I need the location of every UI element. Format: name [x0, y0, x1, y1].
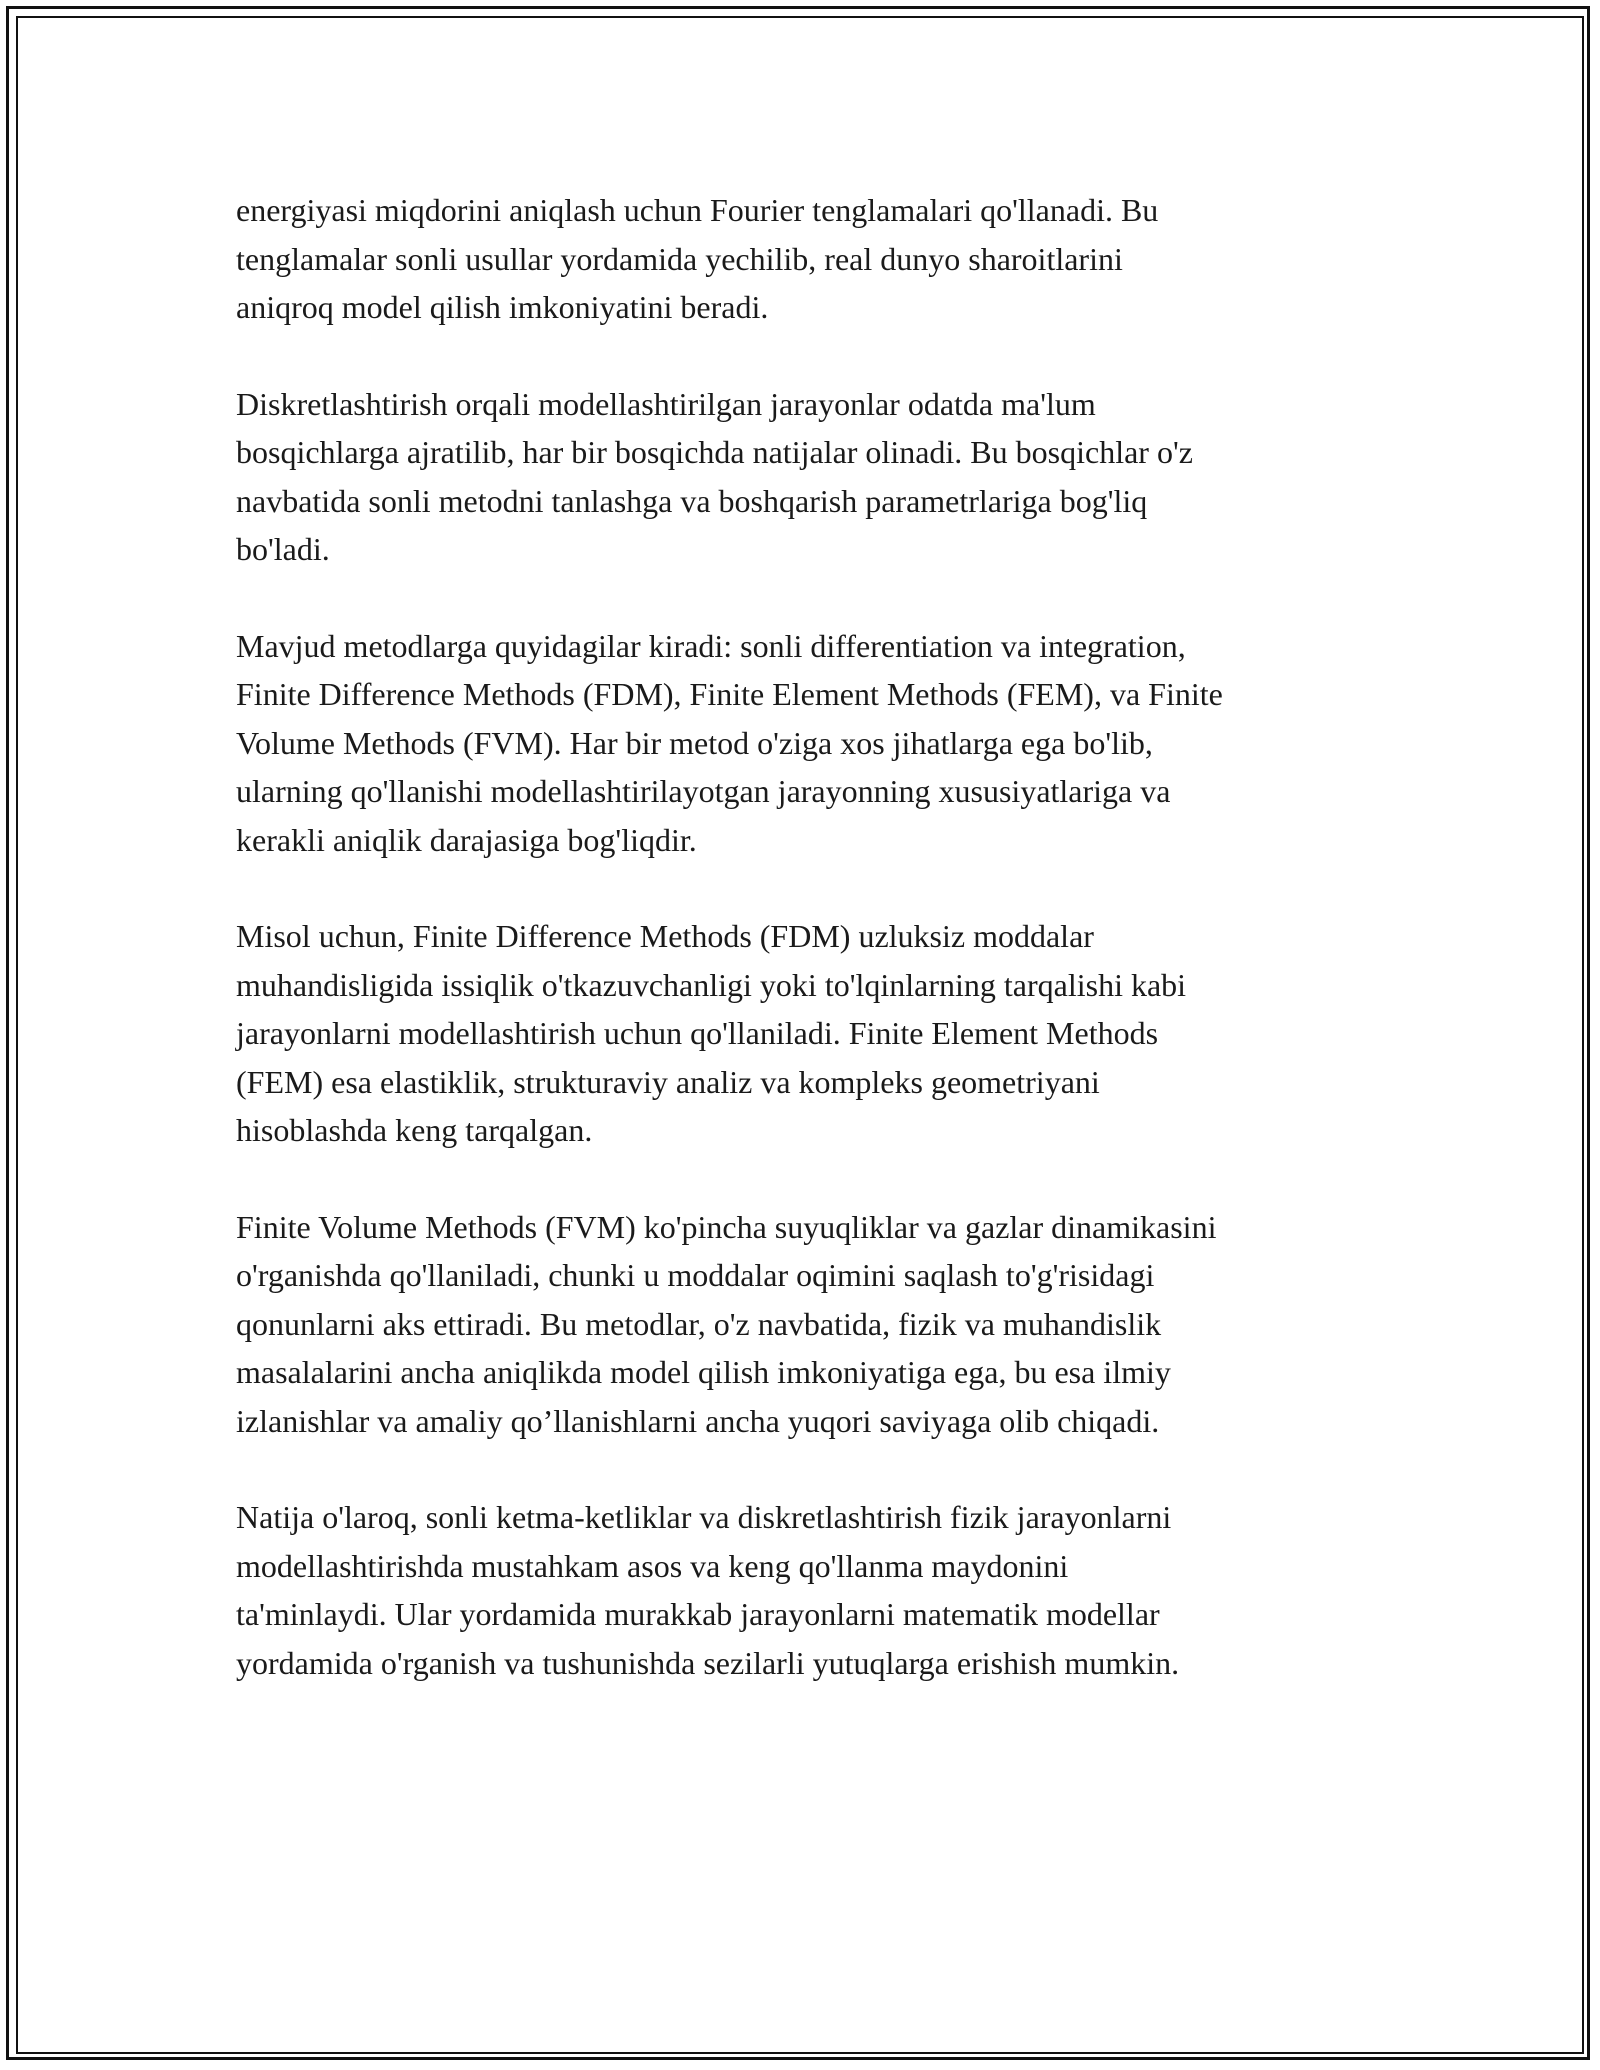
paragraph-2 [236, 380, 1386, 574]
text-line: kerakli aniqlik darajasiga bog'liqdir. [236, 821, 697, 858]
text-line: navbatida sonli metodni tanlashga va boshqarish parametrlariga bog'liq [236, 482, 1148, 519]
text-line: o'rganishda qo'llaniladi, chunki u moddalar oqimini saqlash to'g'risidagi [236, 1257, 1155, 1293]
text-line: Misol uchun, Finite Difference Methods (FDM) uzluksiz moddalar [236, 918, 1094, 954]
text-line: ularning qo'llanishi modellashtirilayotgan jarayonning xususiyatlariga va [236, 773, 1171, 809]
text-line: modellashtirishda mustahkam asos va keng qo'llanma maydonini [236, 1547, 1069, 1584]
text-line: muhandisligida issiqlik o'tkazuvchanligi yoki to'lqinlarning tarqalishi kabi [236, 966, 1187, 1003]
text-line: yordamida o'rganish va tushunishda sezilarli yutuqlarga erishish mumkin. [236, 1644, 1180, 1681]
text-line: tenglamalar sonli usullar yordamida yechilib, real dunyo sharoitlarini [236, 240, 1123, 277]
text-line: jarayonlarni modellashtirish uchun qo'llaniladi. Finite Element Methods [236, 1015, 1159, 1051]
paragraph-4 [236, 912, 1386, 1155]
paragraph-3 [236, 622, 1386, 865]
text-line: hisoblashda keng tarqalgan. [236, 1112, 593, 1148]
text-line: Natija o'laroq, sonli ketma-ketliklar va diskretlashtirish fizik jarayonlarni [236, 1499, 1172, 1535]
text-line: (FEM) esa elastiklik, strukturaviy analiz va kompleks geometriyani [236, 1063, 1100, 1100]
text-line: masalalarini ancha aniqlikda model qilish imkoniyatiga ega, bu esa ilmiy [236, 1354, 1171, 1390]
text-line: Volume Methods (FVM). Har bir metod o'ziga xos jihatlarga ega bo'lib, [236, 724, 1153, 761]
text-line: aniqroq model qilish imkoniyatini beradi. [236, 289, 769, 325]
text-line: Diskretlashtirish orqali modellashtirilgan jarayonlar odatda ma'lum [236, 385, 1096, 422]
text-line: bo'ladi. [236, 531, 330, 567]
paragraph-6 [236, 1493, 1386, 1687]
paragraph-1 [236, 186, 1386, 332]
text-line: energiyasi miqdorini aniqlash uchun Fourier tenglamalari qo'llanadi. Bu [236, 192, 1159, 228]
text-line: bosqichlarga ajratilib, har bir bosqichda natijalar olinadi. Bu bosqichlar o'z [236, 434, 1193, 470]
text-line: qonunlarni aks ettiradi. Bu metodlar, o'z navbatida, fizik va muhandislik [236, 1305, 1162, 1342]
document-body [236, 186, 1386, 1735]
text-line: Finite Volume Methods (FVM) ko'pincha suyuqliklar va gazlar dinamikasini [236, 1208, 1217, 1245]
paragraph-5 [236, 1203, 1386, 1446]
text-line: ta'minlaydi. Ular yordamida murakkab jarayonlarni matematik modellar [236, 1596, 1160, 1632]
text-line: izlanishlar va amaliy qo’llanishlarni ancha yuqori saviyaga olib chiqadi. [236, 1402, 1160, 1439]
text-line: Finite Difference Methods (FDM), Finite Element Methods (FEM), va Finite [236, 676, 1223, 712]
text-line: Mavjud metodlarga quyidagilar kiradi: sonli differentiation va integration, [236, 627, 1186, 664]
